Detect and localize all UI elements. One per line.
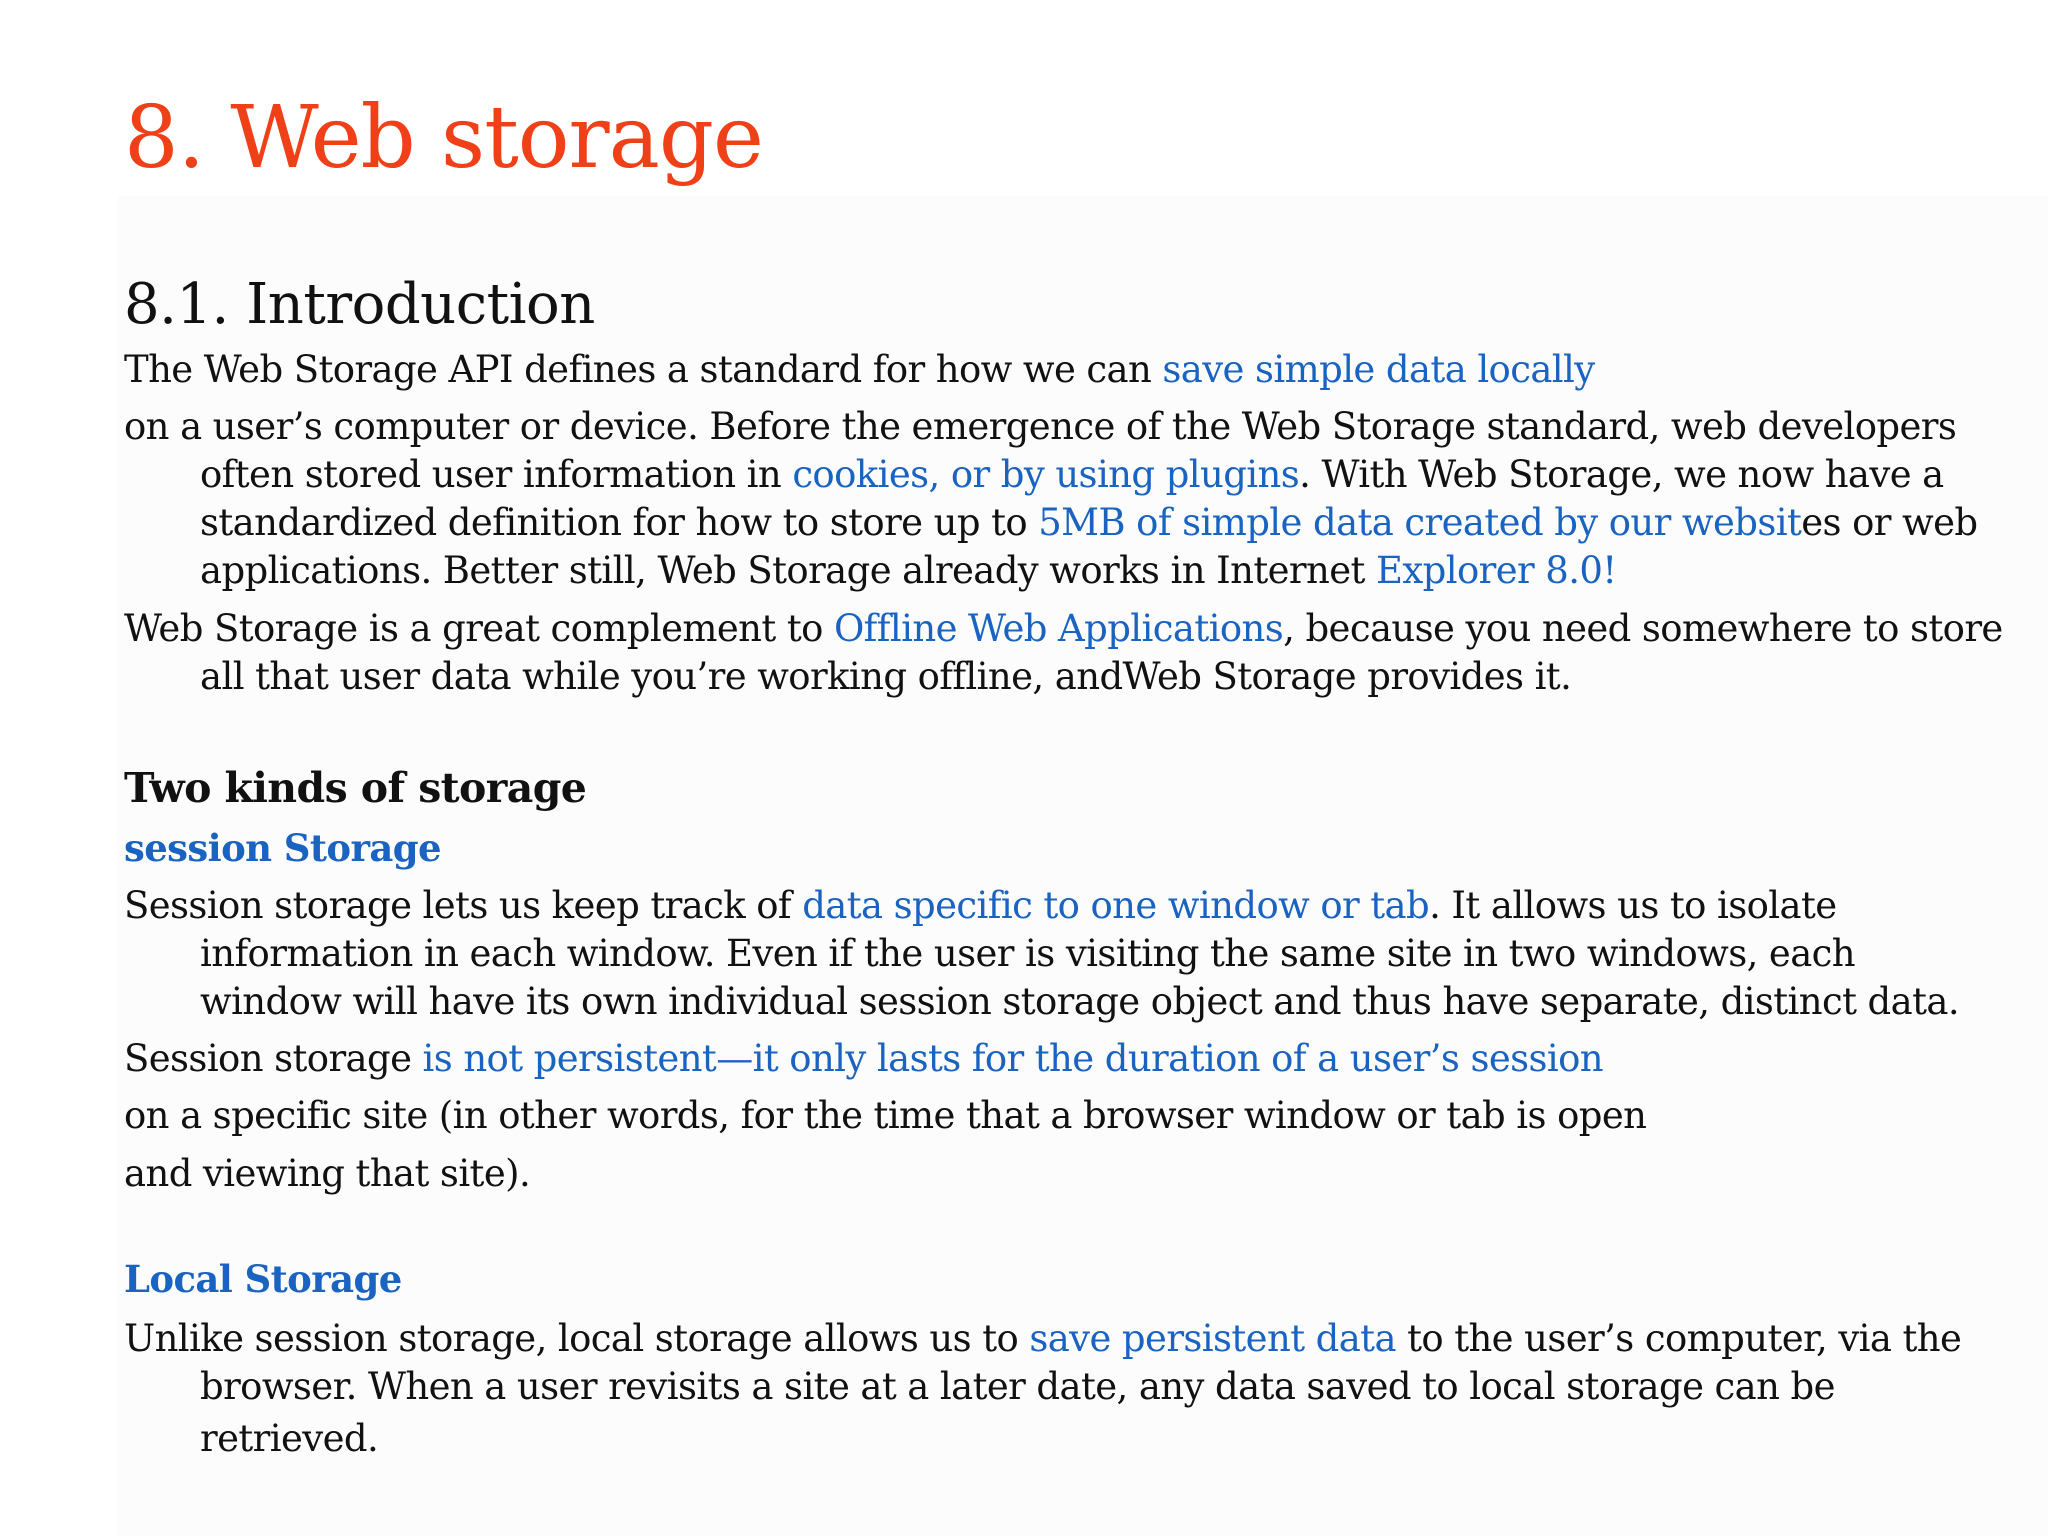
text-line xyxy=(124,1035,1603,1083)
text-span: often stored user information in xyxy=(200,453,793,496)
session-paragraph-4 xyxy=(124,1150,530,1198)
text-span: , because you need somewhere to store xyxy=(1283,607,2003,650)
text-line: information in each window. Even if the user is visiting the same site in two windows, each xyxy=(200,932,1856,975)
text-span: Unlike session storage, local storage allows us to xyxy=(124,1317,1030,1360)
session-paragraph-1 xyxy=(124,882,1959,1026)
link-offline-web-applications[interactable]: Offline Web Applications xyxy=(833,607,1284,650)
text-line xyxy=(124,451,1977,499)
intro-paragraph-2 xyxy=(124,403,1977,595)
text-span: Session storage xyxy=(124,1037,423,1080)
text-span: applications. Better still, Web Storage already works in Internet xyxy=(200,549,1376,592)
link-explorer-8[interactable]: Explorer 8.0! xyxy=(1375,549,1617,592)
session-paragraph-3 xyxy=(124,1092,1646,1140)
text-span: . It allows us to isolate xyxy=(1429,884,1837,927)
page-title: 8. Web storage xyxy=(124,88,763,188)
text-span: to the user’s computer, via the xyxy=(1395,1317,1962,1360)
text-line xyxy=(124,346,1595,394)
text-line xyxy=(124,605,2003,653)
text-line xyxy=(124,547,1977,595)
link-save-persistent-data[interactable]: save persistent data xyxy=(1029,1317,1396,1360)
text-line: all that user data while you’re working offline, andWeb Storage provides it. xyxy=(200,655,1572,698)
text-line xyxy=(124,882,1959,930)
text-span: . With Web Storage, we now have a xyxy=(1299,453,1944,496)
text-line: retrieved. xyxy=(200,1417,379,1460)
intro-paragraph-1 xyxy=(124,346,1595,394)
link-save-simple-data-locally[interactable]: save simple data locally xyxy=(1162,348,1595,391)
text-span: standardized definition for how to store up to xyxy=(200,501,1039,544)
text-span: The Web Storage API defines a standard for how we can xyxy=(124,348,1163,391)
text-line xyxy=(124,499,1977,547)
heading-session-storage: session Storage xyxy=(124,826,441,870)
text-line: on a user’s computer or device. Before the emergence of the Web Storage standard, web developers xyxy=(124,405,1957,448)
text-line: and viewing that site). xyxy=(124,1152,531,1195)
text-line: window will have its own individual session storage object and thus have separate, distinct data. xyxy=(200,980,1959,1023)
link-data-specific-window-tab[interactable]: data specific to one window or tab xyxy=(802,884,1430,927)
text-span: Session storage lets us keep track of xyxy=(124,884,803,927)
link-cookies-or-plugins[interactable]: cookies, or by using plugins xyxy=(792,453,1300,496)
session-paragraph-2 xyxy=(124,1035,1603,1083)
text-span: es or web xyxy=(1801,501,1978,544)
local-paragraph-1 xyxy=(124,1315,1961,1463)
subsection-heading-two-kinds: Two kinds of storage xyxy=(124,764,587,812)
text-line xyxy=(124,1315,1961,1363)
link-5mb-simple-data[interactable]: 5MB of simple data created by our websit xyxy=(1038,501,1802,544)
text-span: Web Storage is a great complement to xyxy=(124,607,834,650)
text-line: on a specific site (in other words, for the time that a browser window or tab is open xyxy=(124,1094,1647,1137)
heading-local-storage: Local Storage xyxy=(124,1257,402,1301)
section-heading-introduction: 8.1. Introduction xyxy=(124,272,595,337)
text-line: browser. When a user revisits a site at a later date, any data saved to local storage can be xyxy=(200,1365,1835,1408)
link-not-persistent[interactable]: is not persistent—it only lasts for the duration of a user’s session xyxy=(422,1037,1604,1080)
intro-paragraph-3 xyxy=(124,605,2003,701)
